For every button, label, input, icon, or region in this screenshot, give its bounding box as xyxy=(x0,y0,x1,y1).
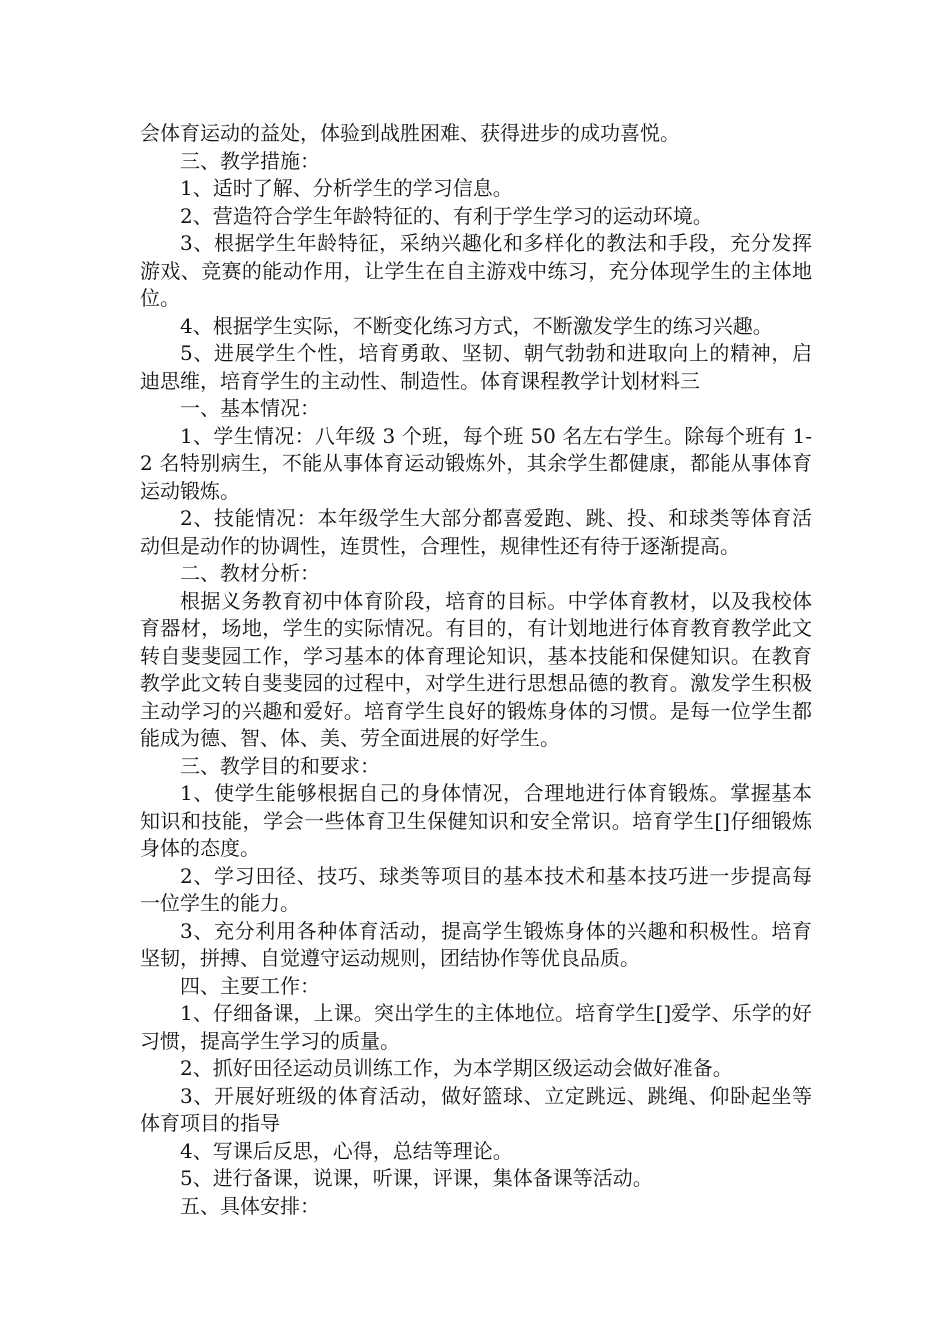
section-heading: 三、教学目的和要求： xyxy=(180,753,380,778)
list-item: 3、根据学生年龄特征，采纳兴趣化和多样化的教法和手段，充分发挥游戏、竞赛的能动作用，让学生在自主游戏中练习，充分体现学生的主体地位。 xyxy=(140,231,812,310)
section-heading: 四、主要工作： xyxy=(180,973,320,998)
paragraph: 根据义务教育初中体育阶段，培育的目标。中学体育教材，以及我校体育器材，场地，学生的实际情况。有目的，有计划地进行体育教育教学此文转自斐斐园工作，学习基本的体育理论知识，基本技能和保健知识。在教育教学此文转自斐斐园的过程中，对学生进行思想品德的教育。激发学生积极主动学习的兴趣和爱好。培育学生良好的锻炼身体的习惯。是每一位学生都能成为德、智、体、美、劳全面进展的好学生。 xyxy=(140,588,812,750)
list-item: 5、进行备课，说课，听课，评课，集体备课等活动。 xyxy=(180,1166,653,1190)
list-item: 2、技能情况：本年级学生大部分都喜爱跑、跳、投、和球类等体育活动但是动作的协调性，连贯性，合理性，规律性还有待于逐渐提高。 xyxy=(140,506,812,558)
list-item: 2、学习田径、技巧、球类等项目的基本技术和基本技巧进一步提高每一位学生的能力。 xyxy=(140,863,812,915)
list-item: 3、开展好班级的体育活动，做好篮球、立定跳远、跳绳、仰卧起坐等体育项目的指导 xyxy=(140,1083,812,1135)
section-heading: 二、教材分析： xyxy=(180,561,320,585)
list-item: 1、学生情况：八年级 3 个班，每个班 50 名左右学生。除每个班有 1-2 名特别病生，不能从事体育运动锻炼外，其余学生都健康，都能从事体育运动锻炼。 xyxy=(140,423,812,503)
list-item: 4、写课后反思，心得，总结等理论。 xyxy=(180,1138,513,1163)
list-item: 5、进展学生个性，培育勇敢、坚韧、朝气勃勃和进取向上的精神，启迪思维，培育学生的主动性、制造性。体育课程教学计划材料三 xyxy=(140,341,812,393)
list-item: 1、使学生能够根据自己的身体情况，合理地进行体育锻炼。掌握基本知识和技能，学会一些体育卫生保健知识和安全常识。培育学生[]仔细锻炼身体的态度。 xyxy=(140,781,812,860)
list-item: 3、充分利用各种体育活动，提高学生锻炼身体的兴趣和积极性。培育坚韧，拼搏、自觉遵守运动规则，团结协作等优良品质。 xyxy=(140,918,812,970)
paragraph: 会体育运动的益处，体验到战胜困难、获得进步的成功喜悦。 xyxy=(140,121,680,145)
document-body xyxy=(140,120,812,1220)
list-item: 1、仔细备课，上课。突出学生的主体地位。培育学生[]爱学、乐学的好习惯，提高学生学习的质量。 xyxy=(140,1001,812,1053)
list-item: 1、适时了解、分析学生的学习信息。 xyxy=(180,176,513,200)
section-heading: 三、教学措施： xyxy=(180,148,320,173)
list-item: 4、根据学生实际，不断变化练习方式，不断激发学生的练习兴趣。 xyxy=(180,313,773,338)
list-item: 2、抓好田径运动员训练工作，为本学期区级运动会做好准备。 xyxy=(180,1056,733,1080)
list-item: 2、营造符合学生年龄特征的、有利于学生学习的运动环境。 xyxy=(180,203,713,228)
section-heading: 一、基本情况： xyxy=(180,396,320,420)
section-heading: 五、具体安排： xyxy=(180,1193,320,1218)
